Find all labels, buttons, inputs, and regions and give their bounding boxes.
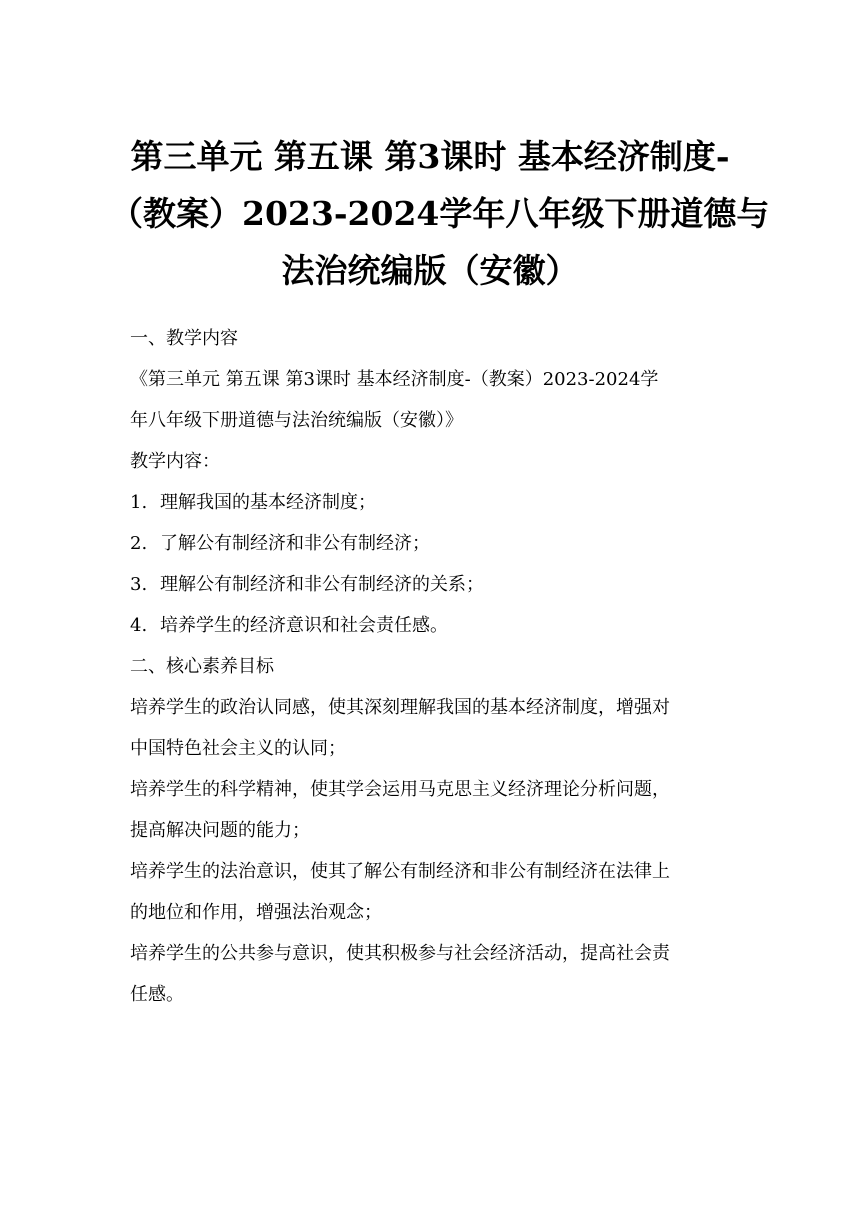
document-body [130, 318, 734, 1015]
goal-paragraph-3-line-2: 的地位和作用，增强法治观念； [130, 902, 382, 923]
title-line-3: 法治统编版（安徽） [281, 251, 579, 290]
list-item-number: 1. [130, 492, 148, 513]
intro-line-1: 《第三单元 第五课 第3课时 基本经济制度-（教案）2023-2024学 [130, 369, 659, 390]
list-item [130, 482, 734, 523]
list-item [130, 605, 734, 646]
intro-line-2: 年八年级下册道德与法治统编版（安徽）》 [130, 410, 463, 431]
list-item-text: 了解公有制经济和非公有制经济； [160, 533, 430, 554]
title-line-2: （教案）2023-2024学年八年级下册道德与 [110, 194, 770, 233]
goal-paragraph-3-line-1: 培养学生的法治意识，使其了解公有制经济和非公有制经济在法律上 [130, 861, 670, 882]
goal-paragraph-2-line-1: 培养学生的科学精神，使其学会运用马克思主义经济理论分析问题， [130, 779, 670, 800]
goal-paragraph-1-line-2: 中国特色社会主义的认同； [130, 738, 346, 759]
goal-paragraph-4-line-2: 任感。 [130, 984, 184, 1005]
list-item-text: 培养学生的经济意识和社会责任感。 [160, 615, 448, 636]
list-item [130, 564, 734, 605]
goal-paragraph-1-line-1: 培养学生的政治认同感，使其深刻理解我国的基本经济制度，增强对 [130, 697, 670, 718]
document-title [110, 128, 770, 299]
list-item-number: 4. [130, 615, 148, 636]
section-heading-teaching-content: 一、教学内容 [130, 328, 238, 349]
goal-paragraph-4-line-1: 培养学生的公共参与意识，使其积极参与社会经济活动，提高社会责 [130, 943, 670, 964]
list-item [130, 523, 734, 564]
list-item-number: 2. [130, 533, 148, 554]
list-item-number: 3. [130, 574, 148, 595]
section-heading-core-literacy: 二、核心素养目标 [130, 656, 274, 677]
goal-paragraph-2-line-2: 提高解决问题的能力； [130, 820, 310, 841]
list-item-text: 理解我国的基本经济制度； [160, 492, 376, 513]
title-line-1: 第三单元 第五课 第3课时 基本经济制度- [130, 137, 730, 176]
list-item-text: 理解公有制经济和非公有制经济的关系； [160, 574, 484, 595]
teaching-content-label: 教学内容： [130, 451, 220, 472]
